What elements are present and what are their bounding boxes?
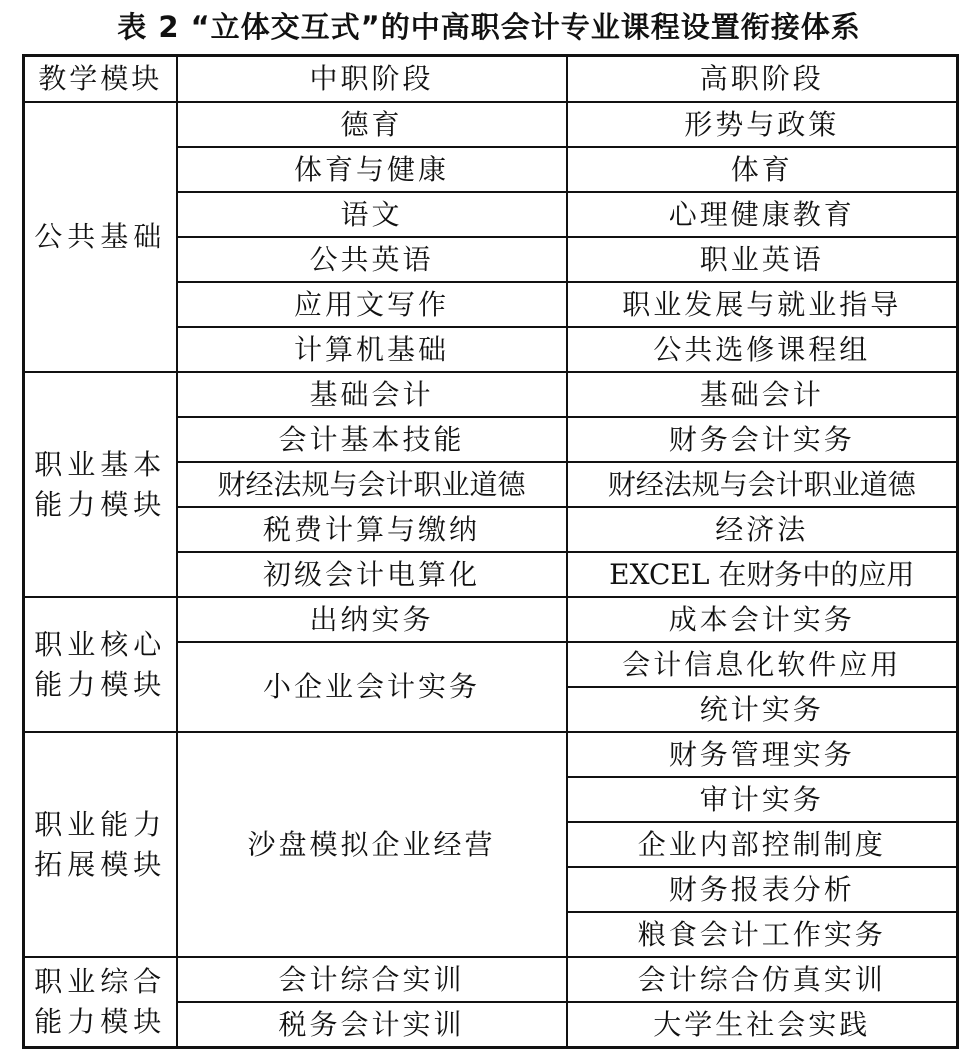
higher-course: 基础会计 [567, 372, 958, 417]
header-higher: 高职阶段 [567, 56, 958, 103]
higher-course: 财经法规与会计职业道德 [567, 462, 958, 507]
secondary-course: 税费计算与缴纳 [177, 507, 567, 552]
secondary-course: 语文 [177, 192, 567, 237]
higher-course: 会计信息化软件应用 [567, 642, 958, 687]
higher-course: 经济法 [567, 507, 958, 552]
higher-course: EXCEL 在财务中的应用 [567, 552, 958, 597]
secondary-course: 财经法规与会计职业道德 [177, 462, 567, 507]
module-name: 职业综合能力模块 [24, 957, 177, 1048]
table-row [24, 597, 958, 642]
header-secondary: 中职阶段 [177, 56, 567, 103]
secondary-course: 计算机基础 [177, 327, 567, 372]
table-row [24, 372, 958, 417]
higher-course: 大学生社会实践 [567, 1002, 958, 1048]
higher-course: 审计实务 [567, 777, 958, 822]
secondary-course: 小企业会计实务 [177, 642, 567, 732]
secondary-course: 税务会计实训 [177, 1002, 567, 1048]
secondary-course: 会计综合实训 [177, 957, 567, 1002]
header-row [24, 56, 958, 103]
table-row [24, 102, 958, 147]
higher-course: 形势与政策 [567, 102, 958, 147]
higher-course: 成本会计实务 [567, 597, 958, 642]
higher-course: 财务报表分析 [567, 867, 958, 912]
table-row [24, 732, 958, 777]
secondary-course: 基础会计 [177, 372, 567, 417]
secondary-course: 德育 [177, 102, 567, 147]
higher-course: 心理健康教育 [567, 192, 958, 237]
curriculum-table [22, 54, 959, 1049]
secondary-course: 应用文写作 [177, 282, 567, 327]
module-name: 公共基础 [24, 102, 177, 372]
module-name: 职业核心能力模块 [24, 597, 177, 732]
secondary-course: 公共英语 [177, 237, 567, 282]
header-module: 教学模块 [24, 56, 177, 103]
secondary-course: 会计基本技能 [177, 417, 567, 462]
higher-course: 财务管理实务 [567, 732, 958, 777]
table-row [24, 957, 958, 1002]
secondary-course: 初级会计电算化 [177, 552, 567, 597]
secondary-course: 体育与健康 [177, 147, 567, 192]
higher-course: 体育 [567, 147, 958, 192]
secondary-course: 出纳实务 [177, 597, 567, 642]
higher-course: 会计综合仿真实训 [567, 957, 958, 1002]
higher-course: 职业发展与就业指导 [567, 282, 958, 327]
secondary-course: 沙盘模拟企业经营 [177, 732, 567, 957]
module-name: 职业基本能力模块 [24, 372, 177, 597]
higher-course: 职业英语 [567, 237, 958, 282]
higher-course: 粮食会计工作实务 [567, 912, 958, 957]
higher-course: 财务会计实务 [567, 417, 958, 462]
module-name: 职业能力拓展模块 [24, 732, 177, 957]
table-title: 表 2 “立体交互式”的中高职会计专业课程设置衔接体系 [117, 10, 861, 44]
higher-course: 公共选修课程组 [567, 327, 958, 372]
higher-course: 企业内部控制制度 [567, 822, 958, 867]
higher-course: 统计实务 [567, 687, 958, 732]
